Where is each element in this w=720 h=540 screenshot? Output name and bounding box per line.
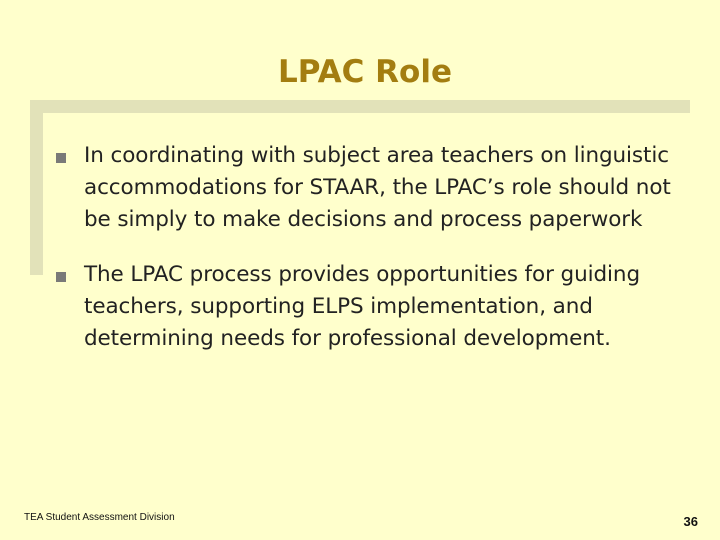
title-divider — [30, 100, 690, 113]
footer-source: TEA Student Assessment Division — [24, 512, 175, 523]
bullet-text: In coordinating with subject area teachers on linguistic accommodations for STAAR, the LPAC’s role should not be simply to make decisions and process paperwork — [84, 143, 671, 232]
side-accent-bar — [30, 100, 43, 275]
slide-title: LPAC Role — [278, 54, 452, 90]
bullet-item — [56, 140, 676, 236]
bullet-text: The LPAC process provides opportunities for guiding teachers, supporting ELPS implementation, and determining needs for professional development. — [84, 262, 641, 351]
bullet-list — [56, 140, 676, 378]
bullet-item — [56, 259, 676, 355]
square-bullet-icon — [56, 272, 66, 282]
square-bullet-icon — [56, 153, 66, 163]
page-number: 36 — [683, 514, 698, 529]
